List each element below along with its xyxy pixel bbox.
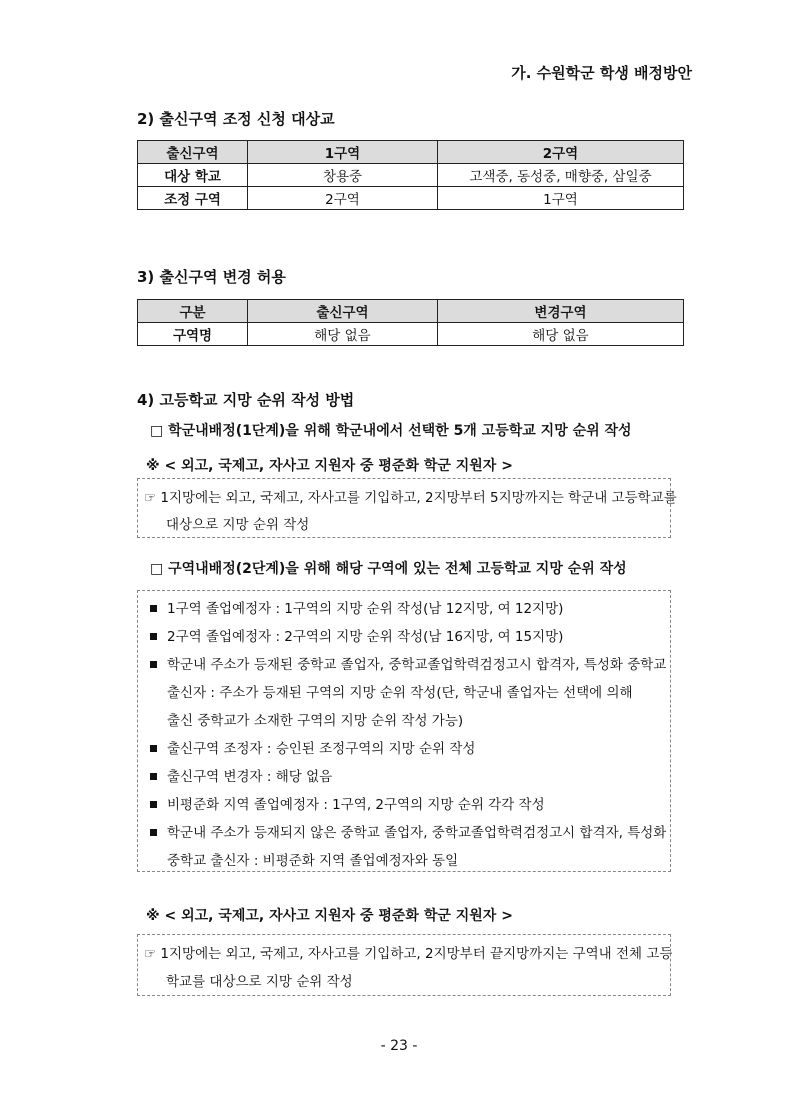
note2-line: ☞ 1지망에는 외고, 국제고, 자사고를 기입하고, 2지망부터 끝지망까지는 구역내 전체 고등 — [144, 946, 673, 962]
table-cell: 고색중, 동성중, 매향중, 삼일중 — [438, 164, 684, 187]
table-row-head: 대상 학교 — [138, 164, 248, 187]
note1-line: ☞ 1지망에는 외고, 국제고, 자사고를 기입하고, 2지망부터 5지망까지는 학군내 고등학교를 — [144, 490, 677, 506]
note2-heading: ※ < 외고, 국제고, 자사고 지원자 중 평준화 학군 지원자 > — [146, 908, 513, 924]
table-header-cell: 변경구역 — [438, 300, 684, 323]
list-item-text: 2구역 졸업예정자 : 2구역의 지망 순위 작성(남 16지망, 여 15지망) — [167, 629, 564, 645]
list-item — [150, 793, 545, 813]
list-item-text: 비평준화 지역 졸업예정자 : 1구역, 2구역의 지망 순위 각각 작성 — [167, 797, 545, 813]
table-header-row — [138, 141, 684, 164]
list-item-text: 출신구역 조정자 : 승인된 조정구역의 지망 순위 작성 — [167, 741, 476, 757]
table-cell: 2구역 — [248, 187, 438, 210]
table-header-cell: 2구역 — [438, 141, 684, 164]
table-cell: 창용중 — [248, 164, 438, 187]
district-change-table — [137, 299, 684, 346]
table-row — [138, 164, 684, 187]
note1-line: 대상으로 지망 순위 작성 — [166, 517, 310, 533]
table-header-row — [138, 300, 684, 323]
list-item-continuation: 출신 중학교가 소재한 구역의 지망 순위 작성 가능) — [167, 713, 464, 729]
note1-heading: ※ < 외고, 국제고, 자사고 지원자 중 평준화 학군 지원자 > — [146, 458, 513, 474]
table-header-cell: 1구역 — [248, 141, 438, 164]
note2-line: 학교를 대상으로 지망 순위 작성 — [166, 974, 353, 990]
step2-box — [137, 590, 671, 872]
section-4-title: 4) 고등학교 지망 순위 작성 방법 — [137, 391, 355, 409]
list-item-text: 1구역 졸업예정자 : 1구역의 지망 순위 작성(남 12지망, 여 12지망) — [167, 601, 564, 617]
step1-heading: □ 학군내배정(1단계)을 위해 학군내에서 선택한 5개 고등학교 지망 순위 작성 — [150, 423, 632, 439]
table-header-cell: 출신구역 — [138, 141, 248, 164]
bullet-icon — [150, 829, 157, 836]
list-item — [150, 821, 666, 841]
list-item — [150, 625, 563, 645]
list-item — [150, 597, 563, 617]
section-2-title: 2) 출신구역 조정 신청 대상교 — [137, 110, 335, 128]
note1-box — [137, 478, 677, 538]
table-row — [138, 323, 684, 346]
step2-heading: □ 구역내배정(2단계)을 위해 해당 구역에 있는 전체 고등학교 지망 순위 작성 — [150, 561, 627, 577]
header-title: 가. 수원학군 학생 배정방안 — [511, 64, 692, 82]
table-cell: 1구역 — [438, 187, 684, 210]
list-item-text: 출신구역 변경자 : 해당 없음 — [167, 769, 333, 785]
section-3-title: 3) 출신구역 변경 허용 — [137, 268, 286, 286]
bullet-icon — [150, 661, 157, 668]
page-number: - 23 - — [380, 1038, 418, 1054]
list-item-continuation: 중학교 출신자 : 비평준화 지역 졸업예정자와 동일 — [167, 853, 459, 869]
note2-box — [137, 934, 671, 996]
bullet-icon — [150, 605, 157, 612]
list-item-text: 학군내 주소가 등재된 중학교 졸업자, 중학교졸업학력검정고시 합격자, 특성화 중학교 — [167, 657, 667, 673]
district-adjustment-table — [137, 140, 684, 210]
table-row-head: 조정 구역 — [138, 187, 248, 210]
table-row-head: 구역명 — [138, 323, 248, 346]
table-header-cell: 구분 — [138, 300, 248, 323]
list-item-text: 학군내 주소가 등재되지 않은 중학교 졸업자, 중학교졸업학력검정고시 합격자, 특성화 — [167, 825, 667, 841]
table-cell: 해당 없음 — [248, 323, 438, 346]
bullet-icon — [150, 801, 157, 808]
list-item — [150, 737, 475, 757]
table-row — [138, 187, 684, 210]
table-header-cell: 출신구역 — [248, 300, 438, 323]
bullet-icon — [150, 633, 157, 640]
list-item-continuation: 출신자 : 주소가 등재된 구역의 지망 순위 작성(단, 학군내 졸업자는 선택에 의해 — [167, 685, 633, 701]
bullet-icon — [150, 745, 157, 752]
table-cell: 해당 없음 — [438, 323, 684, 346]
list-item — [150, 765, 332, 785]
list-item — [150, 653, 666, 673]
bullet-icon — [150, 773, 157, 780]
